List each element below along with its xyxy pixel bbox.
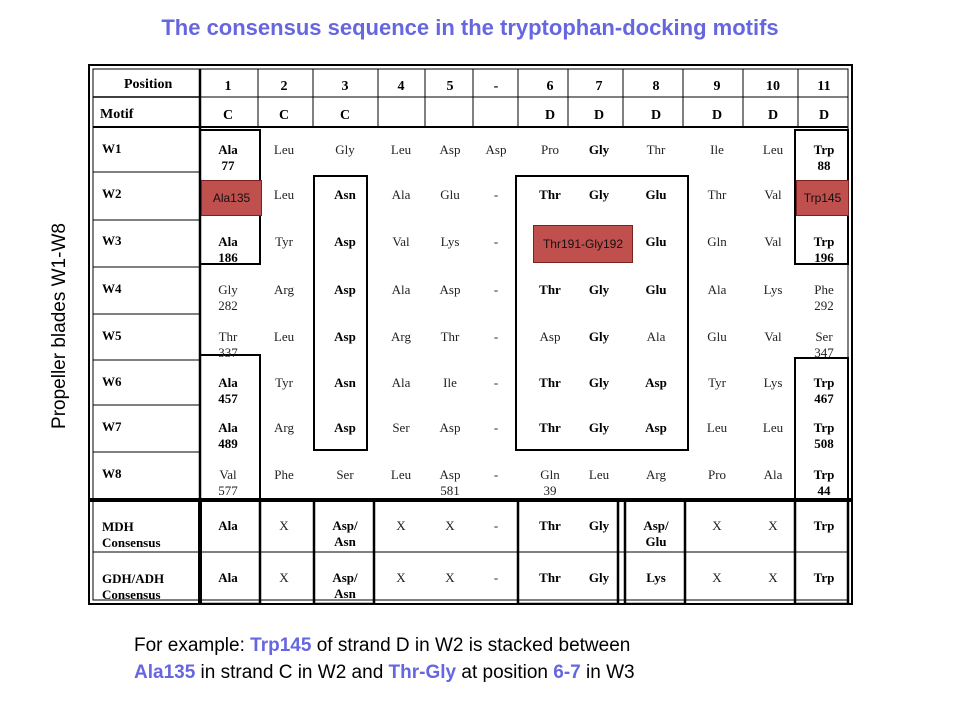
highlight-trp145: Trp145 [796, 180, 849, 216]
consensus-cell: Asp/ [643, 518, 669, 533]
header-position: 8 [652, 79, 660, 94]
table-cell: 77 [221, 158, 235, 173]
table-cell: Thr [539, 187, 561, 202]
caption-text: at position [456, 662, 554, 683]
table-cell: Arg [274, 282, 294, 297]
consensus-label: GDH/ADH [102, 571, 165, 586]
table-cell: Gly [588, 420, 610, 435]
table-cell: - [493, 375, 499, 390]
table-cell: Leu [390, 467, 412, 482]
row-label: W8 [102, 466, 122, 481]
table-cell: Leu [273, 187, 295, 202]
table-cell: 39 [543, 483, 557, 498]
caption-line-2 [134, 659, 834, 686]
table-cell: Val [764, 329, 782, 344]
table-cell: Thr [646, 142, 666, 157]
header-position: 2 [280, 79, 288, 94]
header-motif: C [222, 108, 234, 123]
consensus-cell: Ala [218, 570, 238, 585]
consensus-cell: Lys [646, 570, 666, 585]
table-cell: Asn [334, 187, 356, 202]
header-position: 11 [817, 79, 831, 94]
caption-emphasis: Thr-Gly [388, 662, 457, 683]
table-cell: - [493, 187, 499, 202]
table-cell: Gln [540, 467, 560, 482]
consensus-cell: Asn [334, 586, 356, 601]
table-cell: 581 [440, 483, 460, 498]
table-cell: Tyr [275, 375, 293, 390]
table-cell: - [493, 234, 499, 249]
table-cell: Ala [763, 467, 783, 482]
table-cell: Lys [763, 282, 783, 297]
table-cell: Thr [707, 187, 727, 202]
table-cell: Gly [588, 142, 610, 157]
table-cell: Ala [391, 375, 411, 390]
caption-emphasis: 6-7 [553, 662, 581, 683]
table-cell: Trp [813, 142, 835, 157]
table-cell: Leu [762, 142, 784, 157]
table-cell: Glu [440, 187, 460, 202]
consensus-cell: - [493, 570, 499, 585]
table-cell: Thr [218, 329, 238, 344]
table-cell: Glu [645, 234, 667, 249]
consensus-cell: X [396, 570, 406, 585]
table-cell: Arg [274, 420, 294, 435]
table-cell: Leu [588, 467, 610, 482]
consensus-cell: X [768, 518, 778, 533]
row-label: W6 [102, 374, 122, 389]
table-cell: Thr [539, 375, 561, 390]
table-cell: Asp [645, 375, 667, 390]
table-cell: 577 [218, 483, 238, 498]
consensus-cell: Asp/ [332, 518, 358, 533]
table-cell: 44 [817, 483, 831, 498]
slide-title: The consensus sequence in the tryptophan-docking motifs [161, 15, 779, 40]
header-motif: D [650, 108, 662, 123]
table-cell: Arg [646, 467, 666, 482]
table-cell: Phe [814, 282, 834, 297]
table-cell: Thr [440, 329, 460, 344]
table-cell: 457 [218, 391, 238, 406]
table-cell: Asp [334, 329, 356, 344]
header-position: 4 [397, 79, 405, 94]
header-motif: D [767, 108, 779, 123]
consensus-cell: X [712, 518, 722, 533]
table-cell: Asp [439, 142, 461, 157]
group-box-col6-8 [516, 176, 688, 450]
side-axis-label: Propeller blades W1-W8 [49, 223, 70, 429]
table-cell: Arg [391, 329, 411, 344]
table-cell: Asp [539, 329, 561, 344]
table-cell: Gly [588, 375, 610, 390]
row-label: W4 [102, 281, 122, 296]
table-cell: 186 [218, 250, 238, 265]
table-cell: Glu [645, 282, 667, 297]
row-label: W7 [102, 419, 122, 434]
table-cell: Gly [588, 187, 610, 202]
group-box-col3 [314, 176, 367, 450]
table-cell: Leu [390, 142, 412, 157]
header-position: 10 [766, 79, 780, 94]
consensus-cell: Trp [813, 518, 835, 533]
table-cell: 282 [218, 298, 238, 313]
table-cell: Val [764, 234, 782, 249]
consensus-label: Consensus [102, 587, 161, 602]
table-cell: Asp [485, 142, 507, 157]
row-label: W1 [102, 141, 122, 156]
table-cell: 292 [814, 298, 834, 313]
table-cell: Leu [273, 142, 295, 157]
table-cell: Pro [707, 467, 727, 482]
caption-text: of strand D in W2 is stacked between [311, 635, 631, 656]
consensus-cell: Thr [539, 570, 561, 585]
consensus-label: MDH [102, 519, 134, 534]
table-cell: Leu [762, 420, 784, 435]
table-cell: 489 [218, 436, 238, 451]
consensus-cell: X [396, 518, 406, 533]
header-position: 3 [341, 79, 349, 94]
table-cell: - [493, 329, 499, 344]
consensus-cell: Thr [539, 518, 561, 533]
row-label: W3 [102, 233, 122, 248]
caption-emphasis: Ala135 [134, 662, 196, 683]
table-cell: 467 [814, 391, 834, 406]
table-cell: Asp [334, 420, 356, 435]
header-motif: D [818, 108, 830, 123]
table-cell: - [493, 282, 499, 297]
consensus-cell: Asp/ [332, 570, 358, 585]
consensus-cell: - [493, 518, 499, 533]
highlight-thr191-gly192: Thr191-Gly192 [533, 225, 633, 263]
header-motif-label: Motif [100, 107, 134, 122]
table-cell: Glu [645, 187, 667, 202]
table-cell: Ala [646, 329, 666, 344]
table-cell: Ser [815, 329, 833, 344]
header-position: 5 [446, 79, 454, 94]
table-cell: Val [392, 234, 410, 249]
table-cell: - [493, 420, 499, 435]
table-cell: Glu [707, 329, 727, 344]
table-cell: Tyr [275, 234, 293, 249]
table-cell: Gly [588, 282, 610, 297]
table-cell: Asp [334, 234, 356, 249]
consensus-cell: Trp [813, 570, 835, 585]
table-cell: Asn [334, 375, 356, 390]
header-position: 7 [595, 79, 603, 94]
consensus-cell: Gly [588, 518, 610, 533]
table-cell: Trp [813, 375, 835, 390]
table-cell: Ala [391, 187, 411, 202]
caption-line-1 [134, 632, 834, 659]
caption-text: in W3 [580, 662, 635, 683]
table-cell: Tyr [708, 375, 726, 390]
consensus-cell: Glu [645, 534, 667, 549]
consensus-cell: X [768, 570, 778, 585]
header-motif: C [278, 108, 290, 123]
table-cell: 337 [218, 345, 238, 360]
consensus-cell: X [712, 570, 722, 585]
header-position: 9 [713, 79, 721, 94]
consensus-cell: X [445, 570, 455, 585]
table-cell: Gly [588, 329, 610, 344]
table-cell: Gly [335, 142, 355, 157]
header-motif: D [544, 108, 556, 123]
highlight-ala135: Ala135 [201, 180, 262, 216]
table-cell: Trp [813, 420, 835, 435]
header-position: 6 [546, 79, 554, 94]
consensus-cell: X [279, 570, 289, 585]
consensus-cell: Ala [218, 518, 238, 533]
motif-table [88, 64, 853, 605]
table-cell: Phe [274, 467, 294, 482]
table-cell: Ala [707, 282, 727, 297]
table-cell: Asp [439, 420, 461, 435]
caption-text: For example: [134, 635, 251, 656]
header-motif: D [593, 108, 605, 123]
table-cell: Ala [218, 234, 238, 249]
table-cell: 508 [814, 436, 834, 451]
table-cell: Ile [710, 142, 724, 157]
header-motif: D [711, 108, 723, 123]
row-label: W2 [102, 186, 122, 201]
table-cell: Lys [763, 375, 783, 390]
table-cell: 196 [814, 250, 834, 265]
header-position-label: Position [124, 77, 173, 92]
table-cell: Ile [443, 375, 457, 390]
table-cell: Leu [706, 420, 728, 435]
header-position: - [493, 79, 499, 94]
table-cell: Pro [540, 142, 560, 157]
caption-emphasis: Trp145 [250, 635, 312, 656]
table-cell: Thr [539, 282, 561, 297]
table-cell: Gly [218, 282, 238, 297]
table-cell: Leu [273, 329, 295, 344]
table-cell: Asp [439, 467, 461, 482]
caption [134, 632, 834, 686]
table-cell: Ala [218, 375, 238, 390]
table-cell: Asp [645, 420, 667, 435]
table-cell: 347 [814, 345, 834, 360]
table-cell: Trp [813, 234, 835, 249]
table-cell: Gln [707, 234, 727, 249]
table-cell: Val [219, 467, 237, 482]
consensus-cell: X [279, 518, 289, 533]
table-cell: Ala [391, 282, 411, 297]
table-cell: Ala [218, 142, 238, 157]
table-cell: Trp [813, 467, 835, 482]
header-position: 1 [224, 79, 232, 94]
table-cell: 88 [817, 158, 831, 173]
table-cell: - [493, 467, 499, 482]
table-cell: Thr [539, 420, 561, 435]
consensus-cell: X [445, 518, 455, 533]
table-cell: Asp [439, 282, 461, 297]
header-motif: C [339, 108, 351, 123]
row-label: W5 [102, 328, 122, 343]
consensus-cell: Gly [588, 570, 610, 585]
table-cell: Asp [334, 282, 356, 297]
table-cell: Val [764, 187, 782, 202]
consensus-label: Consensus [102, 535, 161, 550]
caption-text: in strand C in W2 and [195, 662, 389, 683]
table-cell: Lys [440, 234, 460, 249]
table-cell: Ala [218, 420, 238, 435]
consensus-cell: Asn [334, 534, 356, 549]
table-cell: Ser [392, 420, 410, 435]
table-cell: Ser [336, 467, 354, 482]
